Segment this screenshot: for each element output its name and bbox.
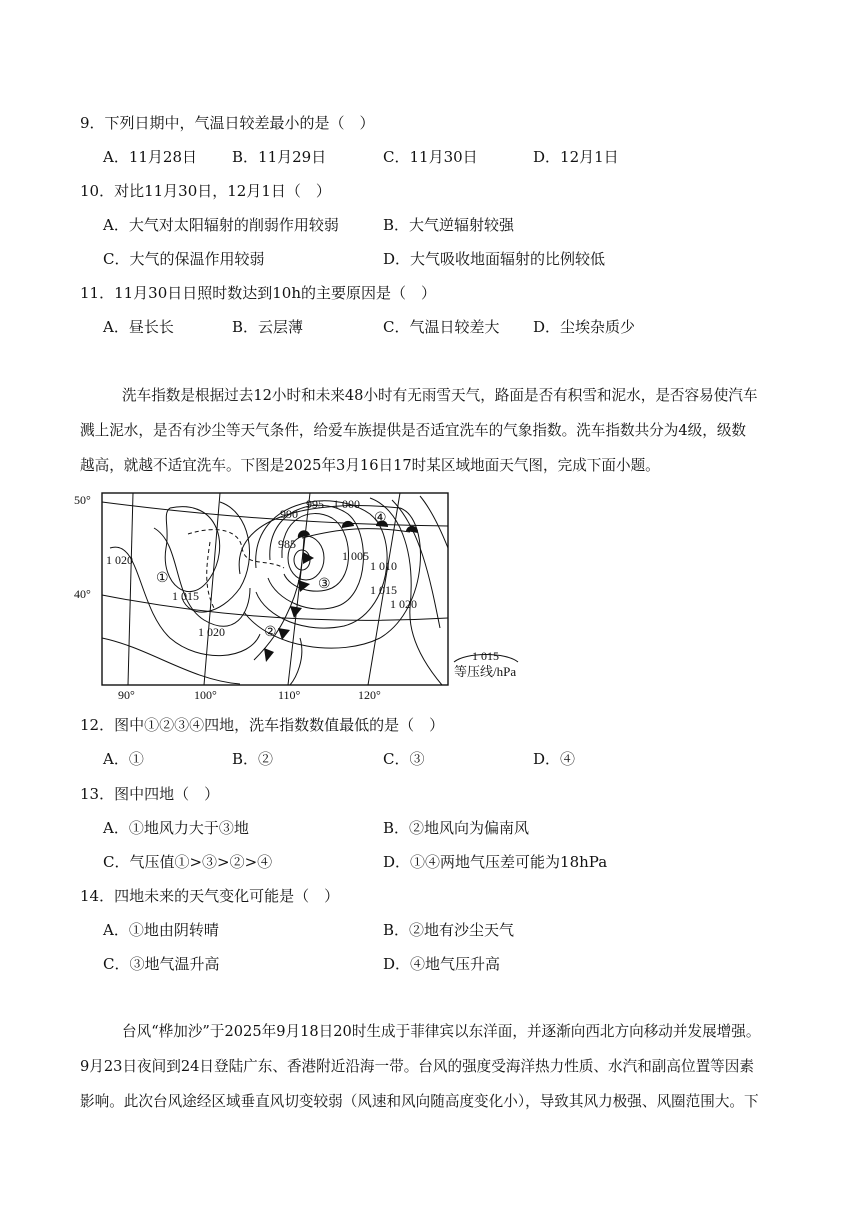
location-marker-3: ③ xyxy=(318,577,331,592)
longitude-line-110 xyxy=(288,493,310,685)
question-13-option-c: C．气压值①>③>②>④ xyxy=(103,853,273,871)
isobar-label: 1 020 xyxy=(390,597,417,611)
isobar-label: 1 000 xyxy=(333,497,360,511)
question-10-option-b: B．大气逆辐射较强 xyxy=(383,216,515,234)
question-10-option-d: D．大气吸收地面辐射的比例较低 xyxy=(383,250,606,268)
question-9-stem: 9．下列日期中，气温日较差最小的是（ ） xyxy=(80,114,375,132)
passage-line: 溅上泥水，是否有沙尘等天气条件，给爱车族提供是否适宜洗车的气象指数。洗车指数共分为4级，级数 xyxy=(80,422,747,439)
question-12-option-a: A．① xyxy=(103,750,144,768)
longitude-label-100: 100° xyxy=(194,688,217,702)
legend-isobar-value: 1 015 xyxy=(472,649,499,663)
question-14-option-d: D．④地气压升高 xyxy=(383,955,501,973)
question-11-option-a: A．昼长长 xyxy=(103,318,174,336)
isobar xyxy=(282,514,349,592)
latitude-label-40: 40° xyxy=(74,587,91,601)
question-13-option-b: B．②地风向为偏南风 xyxy=(383,819,530,837)
location-marker-4: ④ xyxy=(374,511,387,526)
question-13-option-d: D．①④两地气压差可能为18hPa xyxy=(383,853,608,871)
question-9-option-c: C．11月30日 xyxy=(383,148,478,166)
question-9-option-d: D．12月1日 xyxy=(533,148,619,166)
isobar-label: 985 xyxy=(278,537,296,551)
question-14-option-a: A．①地由阴转晴 xyxy=(103,921,219,939)
dashed-boundary xyxy=(188,530,284,608)
question-14-option-c: C．③地气温升高 xyxy=(103,955,220,973)
question-13-option-a: A．①地风力大于③地 xyxy=(103,819,249,837)
passage-line: 台风“桦加沙”于2025年9月18日20时生成于菲律宾以东洋面，并逐渐向西北方向移动并发展增强。 xyxy=(122,1023,761,1040)
isobar-label: 1 015 xyxy=(172,589,199,603)
passage-line: 越高，就越不适宜洗车。下图是2025年3月16日17时某区域地面天气图，完成下面小题。 xyxy=(80,457,660,474)
question-11-option-c: C．气温日较差大 xyxy=(383,318,500,336)
cold-front-symbol xyxy=(264,648,274,662)
legend-isobar-label: 等压线/hPa xyxy=(454,664,517,679)
latitude-label-50: 50° xyxy=(74,493,91,507)
question-11-option-b: B．云层薄 xyxy=(232,318,304,336)
question-10-option-c: C．大气的保温作用较弱 xyxy=(103,250,265,268)
passage-typhoon xyxy=(80,1014,792,1119)
question-14-stem: 14．四地未来的天气变化可能是（ ） xyxy=(80,887,340,905)
passage-line: 洗车指数是根据过去12小时和未来48小时有无雨雪天气，路面是否有积雪和泥水，是否容易使汽车 xyxy=(122,387,758,404)
question-11-option-d: D．尘埃杂质少 xyxy=(533,318,636,336)
isobar xyxy=(165,507,219,592)
warm-front-symbol xyxy=(342,521,354,528)
warm-front-line xyxy=(302,529,410,538)
question-12-option-b: B．② xyxy=(232,750,274,768)
location-marker-2: ② xyxy=(264,625,277,640)
question-11-stem: 11．11月30日日照时数达到10h的主要原因是（ ） xyxy=(80,284,437,302)
isobar xyxy=(102,638,240,684)
isobar-label: 995 xyxy=(306,497,324,511)
longitude-label-120: 120° xyxy=(358,688,381,702)
isobar-label: 1 020 xyxy=(106,553,133,567)
isobar-label: 1 005 xyxy=(342,549,369,563)
question-10-option-a: A．大气对太阳辐射的削弱作用较弱 xyxy=(103,216,339,234)
question-12-option-d: D．④ xyxy=(533,750,576,768)
passage-car-wash-index xyxy=(80,378,792,483)
question-9-option-a: A．11月28日 xyxy=(103,148,198,166)
isobar xyxy=(420,496,448,548)
question-9-option-b: B．11月29日 xyxy=(232,148,327,166)
longitude-line-100 xyxy=(204,493,220,685)
longitude-line-90 xyxy=(128,493,133,685)
question-10-stem: 10．对比11月30日，12月1日（ ） xyxy=(80,182,331,200)
isobar-label: 1 015 xyxy=(370,583,397,597)
question-12-option-c: C．③ xyxy=(383,750,425,768)
isobar-label: 990 xyxy=(280,507,298,521)
longitude-label-90: 90° xyxy=(118,688,135,702)
map-legend xyxy=(454,649,518,679)
isobar-label: 1 010 xyxy=(370,559,397,573)
isobar-label: 1 020 xyxy=(198,625,225,639)
question-12-stem: 12．图中①②③④四地，洗车指数数值最低的是（ ） xyxy=(80,716,445,734)
question-14-option-b: B．②地有沙尘天气 xyxy=(383,921,515,939)
cold-front-line xyxy=(254,538,304,660)
passage-line: 9月23日夜间到24日登陆广东、香港附近沿海一带。台风的强度受海洋热力性质、水汽和副高位置等因素 xyxy=(80,1058,754,1075)
surface-weather-map xyxy=(70,488,550,703)
longitude-label-110: 110° xyxy=(278,688,301,702)
location-marker-1: ① xyxy=(156,571,169,586)
question-13-stem: 13．图中四地（ ） xyxy=(80,785,220,803)
passage-line: 影响。此次台风途经区域垂直风切变较弱（风速和风向随高度变化小），导致其风力极强、风圈范围大。下 xyxy=(80,1093,759,1110)
